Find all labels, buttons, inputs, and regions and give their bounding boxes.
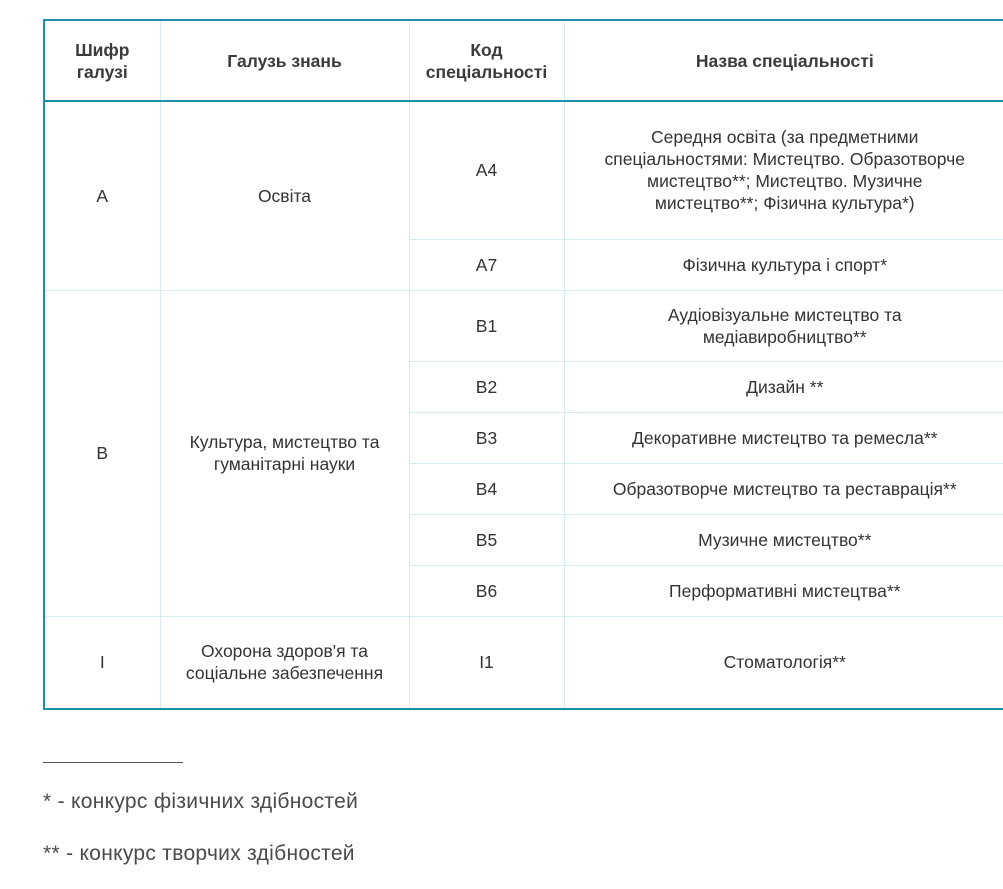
table-row xyxy=(45,290,1003,361)
spec-name-cell: Музичне мистецтво** xyxy=(564,514,1003,565)
spec-code-cell: B3 xyxy=(409,412,564,463)
spec-name-text: Аудіовізуальне мистецтво та медіавиробництво** xyxy=(667,304,902,347)
header-field-code-label: Шифр галузі xyxy=(75,39,130,82)
spec-code-cell: B2 xyxy=(409,361,564,412)
field-name-text: Охорона здоров'я та соціальне забезпечення xyxy=(185,641,384,684)
spec-name-cell: Декоративне мистецтво та ремесла** xyxy=(564,412,1003,463)
spec-code-cell: A7 xyxy=(409,239,564,290)
table-row xyxy=(45,616,1003,708)
spec-code-cell: B5 xyxy=(409,514,564,565)
table-header-row xyxy=(45,21,1003,101)
spec-code-cell: B1 xyxy=(409,290,564,361)
field-code-cell: I xyxy=(45,616,160,708)
footnote-divider xyxy=(43,762,183,763)
field-name-cell xyxy=(160,616,409,708)
field-name-text: Культура, мистецтво та гуманітарні науки xyxy=(189,432,380,474)
field-name-cell: Освіта xyxy=(160,101,409,290)
spec-code-cell: I1 xyxy=(409,616,564,708)
spec-name-cell xyxy=(564,290,1003,361)
spec-name-text: Середня освіта (за предметними спеціальностями: Мистецтво. Образотворче мистецтво**; Мистецтво. Музичне мистецтво**; Фізична культура*) xyxy=(604,127,965,214)
header-field-name xyxy=(160,21,409,101)
spec-name-cell: Стоматологія** xyxy=(564,616,1003,708)
spec-name-cell: Образотворче мистецтво та реставрація** xyxy=(564,463,1003,514)
spec-name-cell: Перформативні мистецтва** xyxy=(564,565,1003,616)
field-code-cell: A xyxy=(45,101,160,290)
spec-code-cell: B6 xyxy=(409,565,564,616)
specialties-table-container xyxy=(43,19,1003,710)
header-spec-code xyxy=(409,21,564,101)
spec-name-cell: Фізична культура і спорт* xyxy=(564,239,1003,290)
field-code-cell: B xyxy=(45,290,160,616)
footnote-creative: ** - конкурс творчих здібностей xyxy=(43,842,355,865)
header-spec-code-label: Код спеціальності xyxy=(425,39,548,82)
spec-name-cell: Дизайн ** xyxy=(564,361,1003,412)
header-field-code xyxy=(45,21,160,101)
specialties-table xyxy=(45,21,1003,708)
header-field-name-label: Галузь знань xyxy=(227,50,342,71)
footnote-physical: * - конкурс фізичних здібностей xyxy=(43,790,359,813)
spec-name-cell xyxy=(564,101,1003,239)
field-name-cell xyxy=(160,290,409,616)
header-spec-name-label: Назва спеціальності xyxy=(695,50,874,71)
table-row xyxy=(45,101,1003,239)
spec-code-cell: B4 xyxy=(409,463,564,514)
spec-code-cell: A4 xyxy=(409,101,564,239)
header-spec-name xyxy=(564,21,1003,101)
